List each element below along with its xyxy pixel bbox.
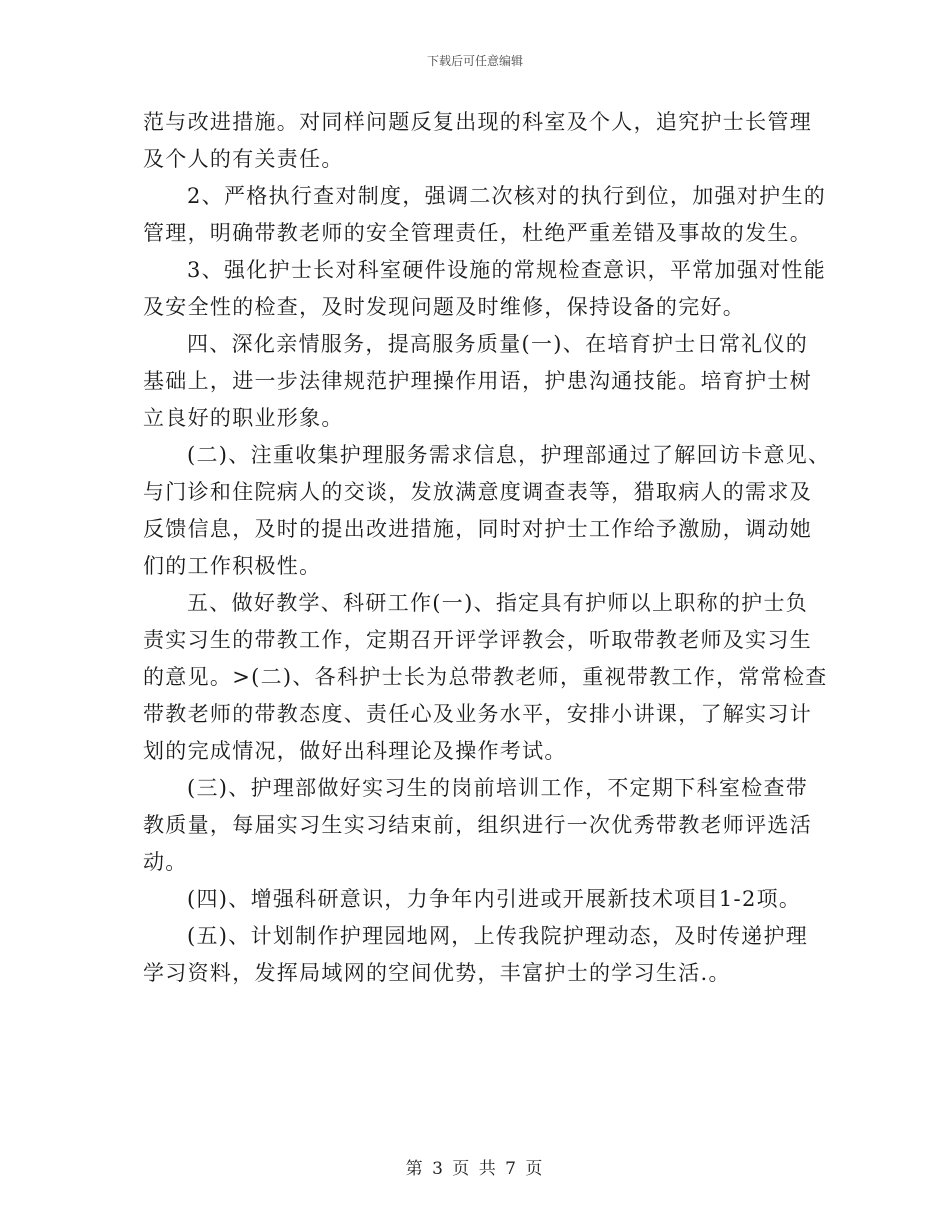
paragraph: [143, 104, 813, 178]
text-line: 3、强化护士长对科室硬件设施的常规检查意识，平常加强对性能: [187, 258, 827, 282]
text-line: 反馈信息，及时的提出改进措施，同时对护士工作给予激励，调动她: [143, 517, 812, 541]
paragraph: [143, 437, 831, 585]
text-line: 五、做好教学、科研工作(一)、指定具有护师以上职称的护士负: [187, 591, 809, 615]
text-line: 们的工作积极性。: [143, 554, 322, 578]
text-line: 责实习生的带教工作，定期召开评学评教会，听取带教老师及实习生: [143, 628, 812, 652]
text-line: (五)、计划制作护理园地网，上传我院护理动态，及时传递护理: [187, 924, 809, 948]
text-line: 动。: [143, 850, 188, 874]
paragraph: [143, 770, 813, 881]
text-line: (四)、增强科研意识，力争年内引进或开展新技术项目1-2项。: [187, 887, 802, 911]
paragraph: [143, 178, 827, 252]
text-line: 学习资料，发挥局域网的空间优势，丰富护士的学习生活.。: [143, 961, 731, 985]
text-line: 与门诊和住院病人的交谈，发放满意度调查表等，猎取病人的需求及: [143, 480, 812, 504]
text-line: 及安全性的检查，及时发现问题及时维修，保持设备的完好。: [143, 295, 746, 319]
text-line: 基础上，进一步法律规范护理操作用语，护患沟通技能。培育护士树: [143, 369, 812, 393]
text-line: 立良好的职业形象。: [143, 406, 344, 430]
document-body: [143, 104, 831, 992]
text-line: 范与改进措施。对同样问题反复出现的科室及个人，追究护士长管理: [143, 110, 812, 134]
text-line: 教质量，每届实习生实习结束前，组织进行一次优秀带教老师评选活: [143, 813, 812, 837]
paragraph: [143, 585, 828, 770]
text-line: (三)、护理部做好实习生的岗前培训工作，不定期下科室检查带: [187, 776, 809, 800]
text-line: 的意见。>(二)、各科护士长为总带教老师，重视带教工作，常常检查: [143, 665, 828, 689]
text-line: (二)、注重收集护理服务需求信息，护理部通过了解回访卡意见、: [187, 443, 831, 467]
text-line: 划的完成情况，做好出科理论及操作考试。: [143, 739, 567, 763]
text-line: 带教老师的带教态度、责任心及业务水平，安排小讲课，了解实习计: [143, 702, 812, 726]
paragraph: [143, 918, 813, 992]
paragraph: [143, 881, 813, 918]
page-number: 第 3 页 共 7 页: [405, 1159, 545, 1179]
page-header: 下载后可任意编辑: [426, 54, 523, 68]
text-line: 管理，明确带教老师的安全管理责任，杜绝严重差错及事故的发生。: [143, 221, 812, 245]
text-line: 及个人的有关责任。: [143, 147, 344, 171]
text-line: 四、深化亲情服务，提高服务质量(一)、在培育护士日常礼仪的: [187, 332, 809, 356]
paragraph: [143, 252, 827, 326]
paragraph: [143, 326, 813, 437]
text-line: 2、严格执行查对制度，强调二次核对的执行到位，加强对护生的: [187, 184, 827, 208]
